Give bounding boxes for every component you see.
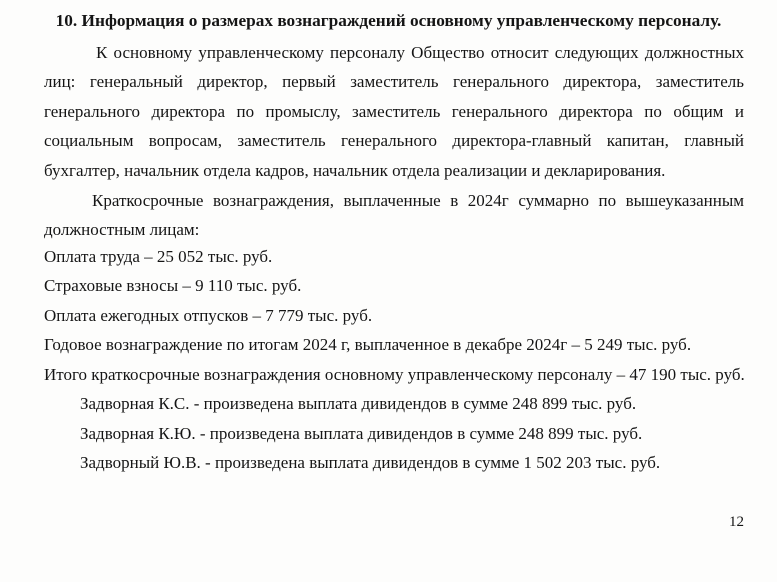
management-personnel-paragraph: К основному управленческому персоналу Общество относит следующих должностных лиц: генеральный директор, первый заместитель генерального директора, заместитель генерального директора по промыслу, заместитель генерального директора по общим и социальным вопросам, заместитель генерального директора-главный капитан, главный бухгалтер, начальник отдела кадров, начальник отдела реализации и декларирования. bbox=[44, 43, 744, 180]
payment-line-salary: Оплата труда – 25 052 тыс. руб. bbox=[44, 247, 273, 266]
short-term-remuneration-paragraph: Краткосрочные вознаграждения, выплаченные в 2024г суммарно по вышеуказанным должностным лицам: bbox=[44, 191, 744, 240]
total-short-term-line: Итого краткосрочные вознаграждения основному управленческому персоналу – 47 190 тыс. руб. bbox=[44, 365, 745, 384]
dividend-line: Задворная К.С. - произведена выплата дивидендов в сумме 248 899 тыс. руб. bbox=[80, 394, 637, 413]
page-number: 12 bbox=[729, 514, 744, 530]
payment-line-vacation: Оплата ежегодных отпусков – 7 779 тыс. руб. bbox=[44, 306, 373, 325]
dividend-line: Задворный Ю.В. - произведена выплата дивидендов в сумме 1 502 203 тыс. руб. bbox=[80, 453, 661, 472]
dividend-line: Задворная К.Ю. - произведена выплата дивидендов в сумме 248 899 тыс. руб. bbox=[80, 424, 643, 443]
section-heading: 10. Информация о размерах вознаграждений основному управленческому персоналу. bbox=[55, 11, 722, 30]
payment-line-insurance: Страховые взносы – 9 110 тыс. руб. bbox=[44, 276, 302, 295]
payment-line-annual-bonus: Годовое вознаграждение по итогам 2024 г, выплаченное в декабре 2024г – 5 249 тыс. руб. bbox=[44, 335, 692, 354]
